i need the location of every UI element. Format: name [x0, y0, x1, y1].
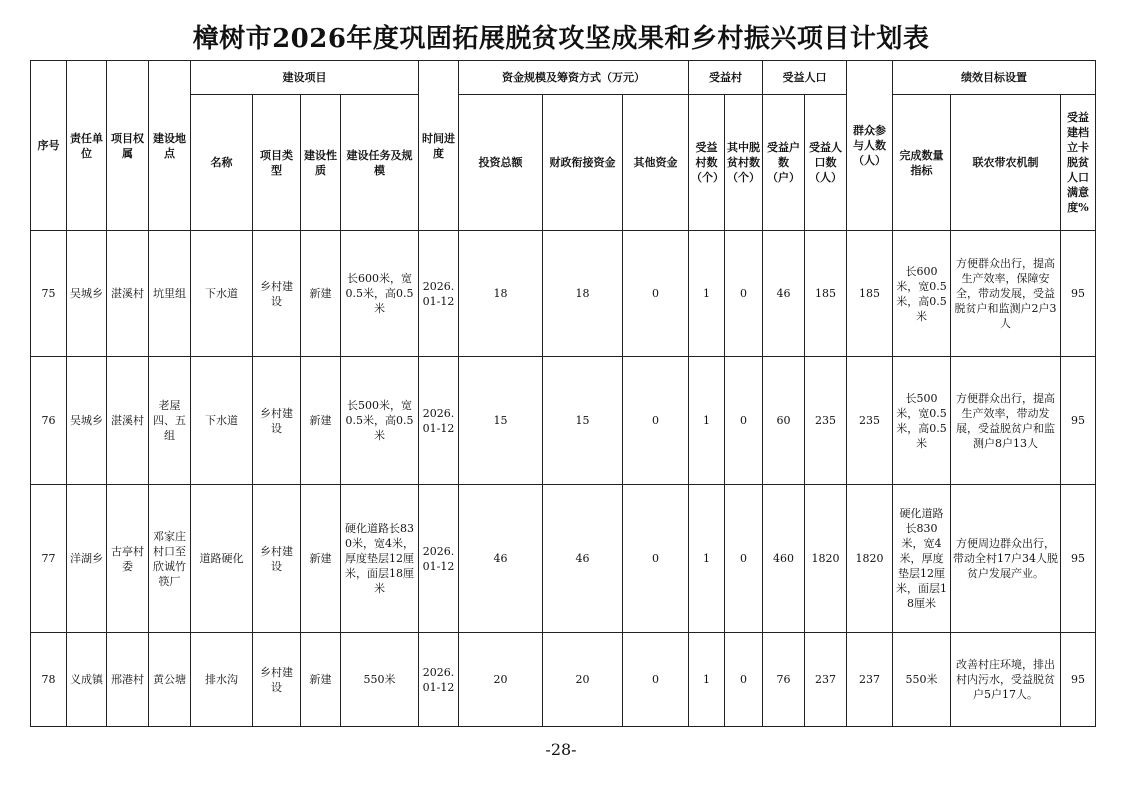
cell-task: 550米	[341, 633, 419, 727]
cell-nature: 新建	[301, 357, 341, 485]
header-task: 建设任务及规模	[341, 95, 419, 231]
header-group-population: 受益人口	[763, 61, 847, 95]
cell-participants: 237	[847, 633, 893, 727]
cell-households: 46	[763, 231, 805, 357]
cell-name: 排水沟	[191, 633, 253, 727]
table-row	[31, 231, 1096, 357]
cell-schedule: 2026.01-12	[419, 485, 459, 633]
header-participants: 群众参与人数（人）	[847, 61, 893, 231]
cell-total: 46	[459, 485, 543, 633]
cell-schedule: 2026.01-12	[419, 633, 459, 727]
cell-villages: 1	[689, 231, 725, 357]
cell-nature: 新建	[301, 231, 341, 357]
cell-type: 乡村建设	[253, 485, 301, 633]
table-row	[31, 633, 1096, 727]
cell-name: 下水道	[191, 231, 253, 357]
cell-output: 硬化道路长830米，宽4米，厚度垫层12厘米，面层18厘米	[893, 485, 951, 633]
cell-name: 下水道	[191, 357, 253, 485]
cell-villages: 1	[689, 485, 725, 633]
cell-finance: 18	[543, 231, 623, 357]
cell-schedule: 2026.01-12	[419, 357, 459, 485]
cell-other: 0	[623, 231, 689, 357]
cell-unit: 义成镇	[67, 633, 107, 727]
cell-finance: 20	[543, 633, 623, 727]
cell-ownership: 湛溪村	[107, 231, 149, 357]
header-nature: 建设性质	[301, 95, 341, 231]
cell-total: 18	[459, 231, 543, 357]
header-other: 其他资金	[623, 95, 689, 231]
project-plan-table	[30, 60, 1096, 727]
cell-unit: 吴城乡	[67, 231, 107, 357]
cell-mechanism: 改善村庄环境，排出村内污水，受益脱贫户5户17人。	[951, 633, 1061, 727]
cell-participants: 235	[847, 357, 893, 485]
cell-participants: 185	[847, 231, 893, 357]
cell-task: 长600米，宽0.5米，高0.5米	[341, 231, 419, 357]
cell-villages: 1	[689, 357, 725, 485]
cell-mechanism: 方便群众出行，提高生产效率，保障安全，带动发展，受益脱贫户和监测户2户3人	[951, 231, 1061, 357]
header-row-top	[31, 61, 1096, 95]
table-row	[31, 357, 1096, 485]
cell-location: 坑里组	[149, 231, 191, 357]
page-number: -28-	[545, 740, 577, 759]
header-total: 投资总额	[459, 95, 543, 231]
cell-people: 237	[805, 633, 847, 727]
cell-mechanism: 方便群众出行，提高生产效率，带动发展，受益脱贫户和监测户8户13人	[951, 357, 1061, 485]
header-name: 名称	[191, 95, 253, 231]
cell-seq: 76	[31, 357, 67, 485]
cell-output: 长500米，宽0.5米，高0.5米	[893, 357, 951, 485]
cell-households: 60	[763, 357, 805, 485]
cell-ownership: 邢港村	[107, 633, 149, 727]
cell-task: 硬化道路长830米，宽4米，厚度垫层12厘米，面层18厘米	[341, 485, 419, 633]
cell-people: 235	[805, 357, 847, 485]
cell-seq: 75	[31, 231, 67, 357]
cell-task: 长500米，宽0.5米，高0.5米	[341, 357, 419, 485]
cell-satisfaction: 95	[1061, 357, 1096, 485]
cell-other: 0	[623, 485, 689, 633]
cell-satisfaction: 95	[1061, 633, 1096, 727]
cell-name: 道路硬化	[191, 485, 253, 633]
cell-other: 0	[623, 633, 689, 727]
cell-other: 0	[623, 357, 689, 485]
cell-people: 1820	[805, 485, 847, 633]
cell-satisfaction: 95	[1061, 485, 1096, 633]
cell-output: 550米	[893, 633, 951, 727]
header-satisfaction: 受益建档立卡脱贫人口满意度%	[1061, 95, 1096, 231]
cell-type: 乡村建设	[253, 231, 301, 357]
cell-finance: 46	[543, 485, 623, 633]
header-type: 项目类型	[253, 95, 301, 231]
cell-type: 乡村建设	[253, 357, 301, 485]
cell-location: 黄公塘	[149, 633, 191, 727]
header-people: 受益人口数（人）	[805, 95, 847, 231]
cell-unit: 洋湖乡	[67, 485, 107, 633]
cell-poor-villages: 0	[725, 231, 763, 357]
cell-total: 15	[459, 357, 543, 485]
cell-type: 乡村建设	[253, 633, 301, 727]
cell-participants: 1820	[847, 485, 893, 633]
header-finance: 财政衔接资金	[543, 95, 623, 231]
cell-poor-villages: 0	[725, 485, 763, 633]
cell-location: 邓家庄村口至欣诚竹筷厂	[149, 485, 191, 633]
header-group-goal: 绩效目标设置	[893, 61, 1096, 95]
header-group-funds: 资金规模及筹资方式（万元）	[459, 61, 689, 95]
header-ownership: 项目权属	[107, 61, 149, 231]
cell-unit: 吴城乡	[67, 357, 107, 485]
cell-total: 20	[459, 633, 543, 727]
cell-nature: 新建	[301, 485, 341, 633]
cell-finance: 15	[543, 357, 623, 485]
header-group-village: 受益村	[689, 61, 763, 95]
cell-schedule: 2026.01-12	[419, 231, 459, 357]
page-title: 樟树市2026年度巩固拓展脱贫攻坚成果和乡村振兴项目计划表	[192, 24, 930, 54]
header-villages: 受益村数（个）	[689, 95, 725, 231]
cell-mechanism: 方便周边群众出行，带动全村17户34人脱贫户发展产业。	[951, 485, 1061, 633]
header-row-sub	[31, 95, 1096, 231]
cell-people: 185	[805, 231, 847, 357]
cell-ownership: 古亭村委	[107, 485, 149, 633]
table-row	[31, 485, 1096, 633]
cell-poor-villages: 0	[725, 357, 763, 485]
cell-ownership: 湛溪村	[107, 357, 149, 485]
header-poor-villages: 其中脱贫村数（个）	[725, 95, 763, 231]
cell-poor-villages: 0	[725, 633, 763, 727]
header-location: 建设地点	[149, 61, 191, 231]
header-seq: 序号	[31, 61, 67, 231]
cell-seq: 78	[31, 633, 67, 727]
cell-villages: 1	[689, 633, 725, 727]
header-schedule: 时间进度	[419, 61, 459, 231]
cell-satisfaction: 95	[1061, 231, 1096, 357]
header-households: 受益户数（户）	[763, 95, 805, 231]
header-unit: 责任单位	[67, 61, 107, 231]
cell-output: 长600米，宽0.5米，高0.5米	[893, 231, 951, 357]
header-mechanism: 联农带农机制	[951, 95, 1061, 231]
cell-location: 老屋四、五组	[149, 357, 191, 485]
header-output: 完成数量指标	[893, 95, 951, 231]
cell-seq: 77	[31, 485, 67, 633]
cell-nature: 新建	[301, 633, 341, 727]
cell-households: 460	[763, 485, 805, 633]
header-group-project: 建设项目	[191, 61, 419, 95]
cell-households: 76	[763, 633, 805, 727]
